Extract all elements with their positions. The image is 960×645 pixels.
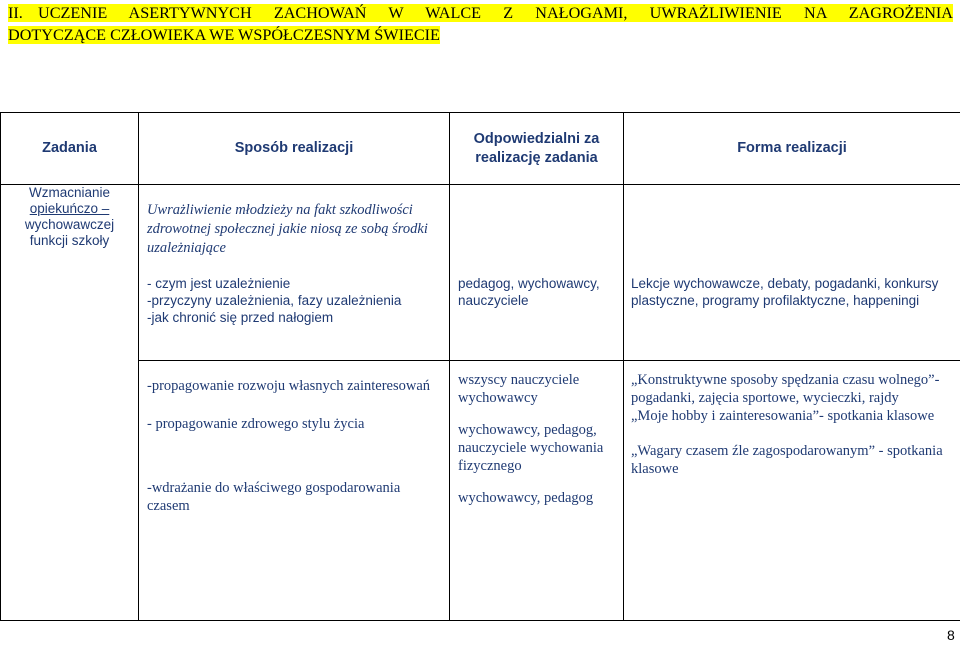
form-cell: [624, 361, 960, 621]
table-row: [1, 361, 960, 621]
heading-text-1: UCZENIE ASERTYWNYCH ZACHOWAŃ W WALCE Z NAŁOGAMI, UWRAŻLIWIENIE NA ZAGROŻENIA: [38, 4, 953, 22]
method-point: -propagowanie rozwoju własnych zainteresowań: [147, 378, 431, 394]
header-methods: Sposób realizacji: [139, 113, 450, 185]
responsible-item: wychowawcy, pedagog: [458, 490, 594, 506]
task-line: funkcji szkoły: [29, 233, 110, 248]
heading-line-2: [8, 24, 953, 46]
method-point: - czym jest uzależnienie: [147, 276, 291, 291]
table-row: [1, 185, 960, 361]
task-cell: [1, 185, 139, 621]
method-point: - propagowanie zdrowego stylu życia: [147, 416, 365, 432]
method-point: -przyczyny uzależnienia, fazy uzależnienia: [147, 293, 402, 308]
form-text: Lekcje wychowawcze, debaty, pogadanki, konkursy plastyczne, programy profilaktyczne, happeningi: [631, 276, 939, 308]
header-form: Forma realizacji: [624, 113, 960, 185]
task-line: opiekuńczo –: [29, 201, 110, 216]
methods-cell: [139, 185, 450, 361]
form-item: „Wagary czasem źle zagospodarowanym” - spotkania klasowe: [631, 443, 943, 477]
responsible-cell: [450, 361, 624, 621]
responsible-item: wychowawcy, pedagog, nauczyciele wychowania fizycznego: [458, 422, 604, 474]
header-row: [1, 113, 960, 185]
method-point: -wdrażanie do właściwego gospodarowania czasem: [147, 480, 401, 514]
responsible-text: pedagog, wychowawcy, nauczyciele: [458, 276, 600, 308]
form-cell: [624, 185, 960, 361]
methods-intro: Uwrażliwienie młodzieży na fakt szkodliwości zdrowotnej społecznej jakie niosą ze sobą środki uzależniające: [147, 202, 428, 256]
plan-table: [0, 112, 960, 621]
section-number: II.: [8, 4, 23, 22]
responsible-cell: [450, 185, 624, 361]
task-line: wychowawczej: [24, 217, 115, 232]
task-line: Wzmacnianie: [28, 185, 111, 200]
heading-line-1: [8, 2, 953, 24]
header-tasks: Zadania: [1, 113, 139, 185]
header-responsible: [450, 113, 624, 185]
methods-cell: [139, 361, 450, 621]
heading-text-2: DOTYCZĄCE CZŁOWIEKA WE WSPÓŁCZESNYM ŚWIECIE: [8, 26, 440, 44]
header-responsible-text: Odpowiedzialni za realizację zadania: [473, 130, 600, 166]
form-item: „Moje hobby i zainteresowania”- spotkania klasowe: [631, 408, 935, 424]
responsible-item: wszyscy nauczyciele wychowawcy: [458, 372, 580, 406]
method-point: -jak chronić się przed nałogiem: [147, 310, 334, 325]
page-number: 8: [947, 627, 955, 643]
section-heading: [8, 2, 953, 58]
form-item: „Konstruktywne sposoby spędzania czasu wolnego”- pogadanki, zajęcia sportowe, wycieczki, rajdy: [631, 372, 940, 406]
